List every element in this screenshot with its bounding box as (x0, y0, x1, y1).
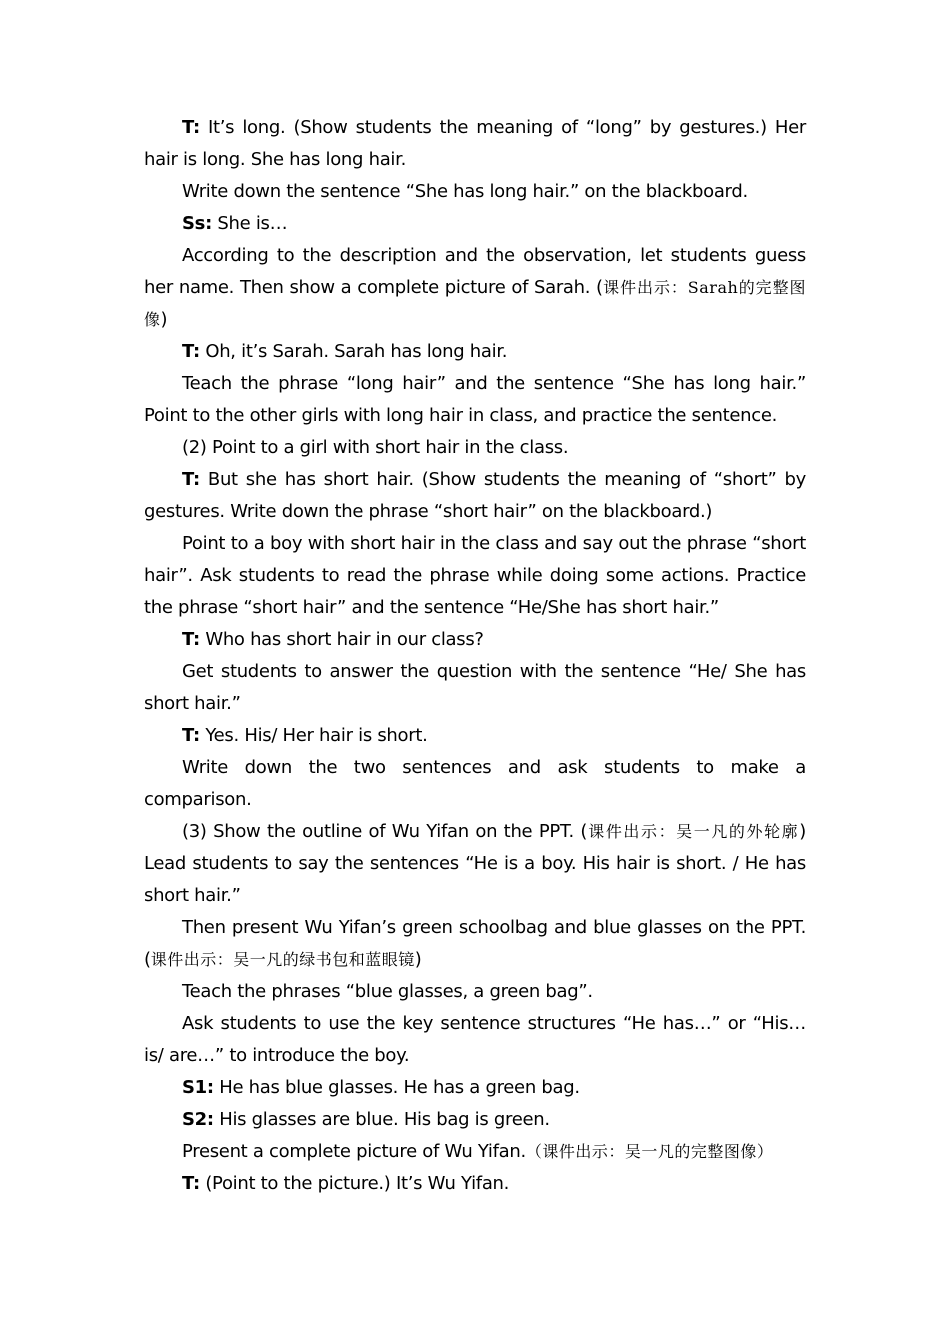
paragraph-text: Who has short hair in our class? (199, 629, 484, 650)
paragraph (144, 976, 806, 1008)
document-page (144, 112, 806, 1200)
speaker-label: Ss: (182, 213, 212, 234)
speaker-label: T: (182, 341, 200, 362)
paragraph (144, 368, 806, 432)
paragraph (144, 112, 806, 176)
paragraph (144, 336, 806, 368)
chinese-note: 课件出示：吴一凡的绿书包和蓝眼镜 (150, 950, 415, 969)
paragraph-text: It’s long. (Show students the meaning of “long” by gestures.) Her hair is long. She has long hair. (144, 117, 806, 170)
paragraph (144, 1072, 806, 1104)
paragraph (144, 816, 806, 912)
paragraph-text: His glasses are blue. His bag is green. (213, 1109, 550, 1130)
paragraph-text: According to the description and the observation, let students guess her name. Then show a complete picture of Sarah. ( (144, 245, 806, 298)
paragraph-text: He has blue glasses. He has a green bag. (213, 1077, 580, 1098)
paragraph-text: Teach the phrases “blue glasses, a green bag”. (182, 981, 593, 1002)
paragraph-text: But she has short hair. (Show students the meaning of “short” by gestures. Write down the phrase “short hair” on the blackboard.) (144, 469, 806, 522)
chinese-note: 课件出示：Sarah的完整图像 (144, 278, 806, 329)
paragraph-text: Teach the phrase “long hair” and the sentence “She has long hair.” Point to the other girls with long hair in class, and practice the sentence. (144, 373, 806, 426)
paragraph-text: Present a complete picture of Wu Yifan. (182, 1141, 526, 1162)
paragraph (144, 208, 806, 240)
chinese-note: （课件出示：吴一凡的完整图像） (525, 1142, 774, 1161)
paragraph (144, 1008, 806, 1072)
paragraph-text: Ask students to use the key sentence structures “He has…” or “His… is/ are…” to introduce the boy. (144, 1013, 806, 1066)
paragraph-tail: ) (414, 949, 422, 970)
paragraph (144, 752, 806, 816)
paragraph-text: Write down the sentence “She has long hair.” on the blackboard. (182, 181, 748, 202)
speaker-label: T: (182, 725, 200, 746)
paragraph-text: (3) Show the outline of Wu Yifan on the PPT. ( (182, 821, 588, 842)
paragraph (144, 912, 806, 976)
speaker-label: T: (182, 629, 200, 650)
paragraph (144, 176, 806, 208)
speaker-label: T: (182, 1173, 200, 1194)
paragraph-text: (Point to the picture.) It’s Wu Yifan. (199, 1173, 510, 1194)
paragraph (144, 1168, 806, 1200)
paragraph (144, 240, 806, 336)
paragraph-text: Get students to answer the question with the sentence “He/ She has short hair.” (144, 661, 806, 714)
paragraph-text: Yes. His/ Her hair is short. (199, 725, 428, 746)
paragraph (144, 464, 806, 528)
speaker-label: T: (182, 117, 200, 138)
paragraph (144, 720, 806, 752)
paragraph (144, 656, 806, 720)
paragraph (144, 624, 806, 656)
paragraph-text: (2) Point to a girl with short hair in the class. (182, 437, 569, 458)
paragraph (144, 528, 806, 624)
paragraph (144, 1104, 806, 1136)
speaker-label: S2: (182, 1109, 214, 1130)
paragraph (144, 1136, 806, 1168)
paragraph-text: Oh, it’s Sarah. Sarah has long hair. (199, 341, 508, 362)
paragraph-text: She is… (211, 213, 288, 234)
paragraph (144, 432, 806, 464)
speaker-label: T: (182, 469, 200, 490)
speaker-label: S1: (182, 1077, 214, 1098)
paragraph-tail: ) Lead students to say the sentences “He is a boy. His hair is short. / He has short hair.” (144, 821, 806, 906)
chinese-note: 课件出示：吴一凡的外轮廓 (587, 822, 800, 841)
paragraph-text: Point to a boy with short hair in the class and say out the phrase “short hair”. Ask students to read the phrase while doing some actions. Practice the phrase “short hair” and the sentence “He/She has short hair.” (144, 533, 806, 618)
paragraph-text: Then present Wu Yifan’s green schoolbag and blue glasses on the PPT. ( (144, 917, 806, 970)
paragraph-text: Write down the two sentences and ask students to make a comparison. (144, 757, 806, 810)
paragraph-tail: ) (160, 309, 168, 330)
